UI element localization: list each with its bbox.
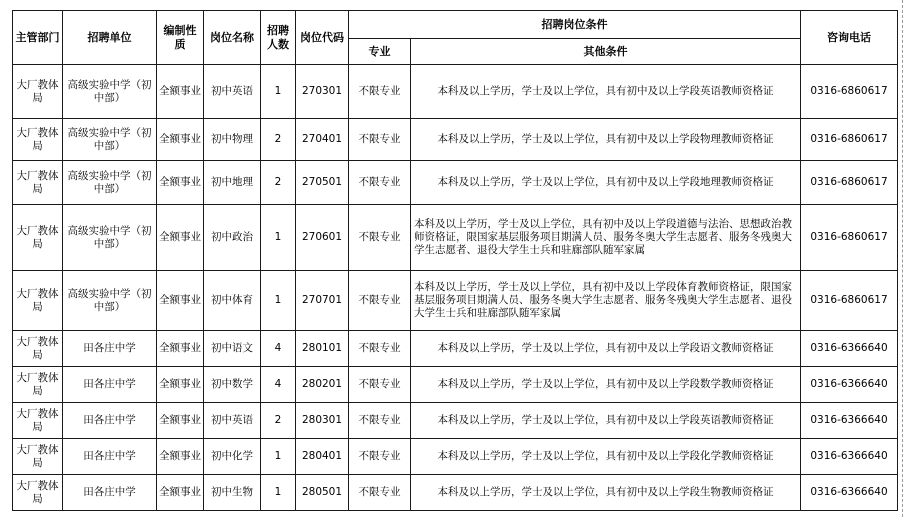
page-break-line [902,0,904,517]
cell-nature: 全额事业 [157,403,204,439]
table-row [13,367,898,403]
cell-code: 280501 [296,475,349,511]
cell-dept: 大厂教体局 [13,475,63,511]
table-row [13,271,898,331]
cell-other: 本科及以上学历，学士及以上学位，具有初中及以上学段语文教师资格证 [411,331,801,367]
cell-dept: 大厂教体局 [13,271,63,331]
table-row [13,331,898,367]
cell-other: 本科及以上学历，学士及以上学位，具有初中及以上学段体育教师资格证，限国家基层服务项目期满人员、服务冬奥大学生志愿者、服务冬残奥大学生志愿者、退役大学生士兵和驻廊部队随军家属 [411,271,801,331]
cell-nature: 全额事业 [157,331,204,367]
header-phone: 咨询电话 [801,11,898,65]
header-position: 岗位名称 [204,11,261,65]
cell-position: 初中语文 [204,331,261,367]
cell-other: 本科及以上学历，学士及以上学位，具有初中及以上学段生物教师资格证 [411,475,801,511]
recruitment-table [12,10,898,511]
cell-unit: 田各庄中学 [63,403,157,439]
header-nature: 编制性质 [157,11,204,65]
cell-phone: 0316-6366640 [801,403,898,439]
cell-dept: 大厂教体局 [13,161,63,205]
table-row [13,439,898,475]
cell-count: 2 [261,403,296,439]
cell-phone: 0316-6366640 [801,367,898,403]
cell-nature: 全额事业 [157,119,204,161]
cell-count: 4 [261,331,296,367]
cell-position: 初中政治 [204,205,261,271]
cell-major: 不限专业 [349,403,411,439]
cell-major: 不限专业 [349,367,411,403]
cell-code: 280301 [296,403,349,439]
header-code: 岗位代码 [296,11,349,65]
cell-nature: 全额事业 [157,475,204,511]
cell-count: 1 [261,475,296,511]
cell-count: 1 [261,205,296,271]
cell-other: 本科及以上学历，学士及以上学位，具有初中及以上学段物理教师资格证 [411,119,801,161]
cell-unit: 田各庄中学 [63,439,157,475]
cell-nature: 全额事业 [157,205,204,271]
table-row [13,65,898,119]
header-unit: 招聘单位 [63,11,157,65]
cell-nature: 全额事业 [157,367,204,403]
cell-dept: 大厂教体局 [13,205,63,271]
cell-unit: 田各庄中学 [63,367,157,403]
cell-count: 2 [261,119,296,161]
cell-unit: 高级实验中学（初中部） [63,119,157,161]
cell-code: 270701 [296,271,349,331]
cell-dept: 大厂教体局 [13,403,63,439]
table-row [13,475,898,511]
cell-major: 不限专业 [349,331,411,367]
cell-phone: 0316-6860617 [801,119,898,161]
cell-nature: 全额事业 [157,439,204,475]
cell-major: 不限专业 [349,65,411,119]
cell-dept: 大厂教体局 [13,367,63,403]
cell-phone: 0316-6860617 [801,161,898,205]
cell-position: 初中英语 [204,403,261,439]
cell-code: 270501 [296,161,349,205]
cell-count: 1 [261,65,296,119]
cell-count: 1 [261,271,296,331]
cell-other: 本科及以上学历，学士及以上学位，具有初中及以上学段道德与法治、思想政治教师资格证，限国家基层服务项目期满人员、服务冬奥大学生志愿者、服务冬残奥大学生志愿者、退役大学生士兵和驻廊部队随军家属 [411,205,801,271]
cell-nature: 全额事业 [157,271,204,331]
cell-position: 初中地理 [204,161,261,205]
cell-code: 280201 [296,367,349,403]
cell-other: 本科及以上学历，学士及以上学位，具有初中及以上学段英语教师资格证 [411,403,801,439]
cell-other: 本科及以上学历，学士及以上学位，具有初中及以上学段数学教师资格证 [411,367,801,403]
cell-position: 初中物理 [204,119,261,161]
cell-phone: 0316-6366640 [801,439,898,475]
cell-code: 280401 [296,439,349,475]
cell-nature: 全额事业 [157,65,204,119]
cell-major: 不限专业 [349,161,411,205]
table-row [13,205,898,271]
header-other: 其他条件 [411,39,801,65]
cell-code: 270401 [296,119,349,161]
cell-dept: 大厂教体局 [13,65,63,119]
cell-dept: 大厂教体局 [13,439,63,475]
cell-count: 4 [261,367,296,403]
cell-position: 初中数学 [204,367,261,403]
cell-code: 270301 [296,65,349,119]
cell-unit: 高级实验中学（初中部） [63,161,157,205]
cell-unit: 高级实验中学（初中部） [63,65,157,119]
cell-major: 不限专业 [349,205,411,271]
header-count: 招聘人数 [261,11,296,65]
cell-major: 不限专业 [349,119,411,161]
cell-position: 初中英语 [204,65,261,119]
header-dept: 主管部门 [13,11,63,65]
cell-dept: 大厂教体局 [13,331,63,367]
cell-count: 1 [261,439,296,475]
cell-phone: 0316-6366640 [801,475,898,511]
cell-unit: 高级实验中学（初中部） [63,205,157,271]
cell-phone: 0316-6366640 [801,331,898,367]
cell-phone: 0316-6860617 [801,65,898,119]
cell-position: 初中生物 [204,475,261,511]
cell-unit: 田各庄中学 [63,475,157,511]
table-row [13,119,898,161]
table-row [13,161,898,205]
cell-dept: 大厂教体局 [13,119,63,161]
cell-count: 2 [261,161,296,205]
cell-major: 不限专业 [349,271,411,331]
cell-code: 280101 [296,331,349,367]
cell-unit: 田各庄中学 [63,331,157,367]
cell-position: 初中体育 [204,271,261,331]
cell-major: 不限专业 [349,439,411,475]
cell-other: 本科及以上学历，学士及以上学位，具有初中及以上学段地理教师资格证 [411,161,801,205]
cell-position: 初中化学 [204,439,261,475]
cell-major: 不限专业 [349,475,411,511]
cell-other: 本科及以上学历，学士及以上学位，具有初中及以上学段化学教师资格证 [411,439,801,475]
cell-phone: 0316-6860617 [801,205,898,271]
cell-other: 本科及以上学历，学士及以上学位，具有初中及以上学段英语教师资格证 [411,65,801,119]
cell-phone: 0316-6860617 [801,271,898,331]
header-major: 专业 [349,39,411,65]
cell-code: 270601 [296,205,349,271]
cell-nature: 全额事业 [157,161,204,205]
header-conditions: 招聘岗位条件 [349,11,801,39]
cell-unit: 高级实验中学（初中部） [63,271,157,331]
table-row [13,403,898,439]
